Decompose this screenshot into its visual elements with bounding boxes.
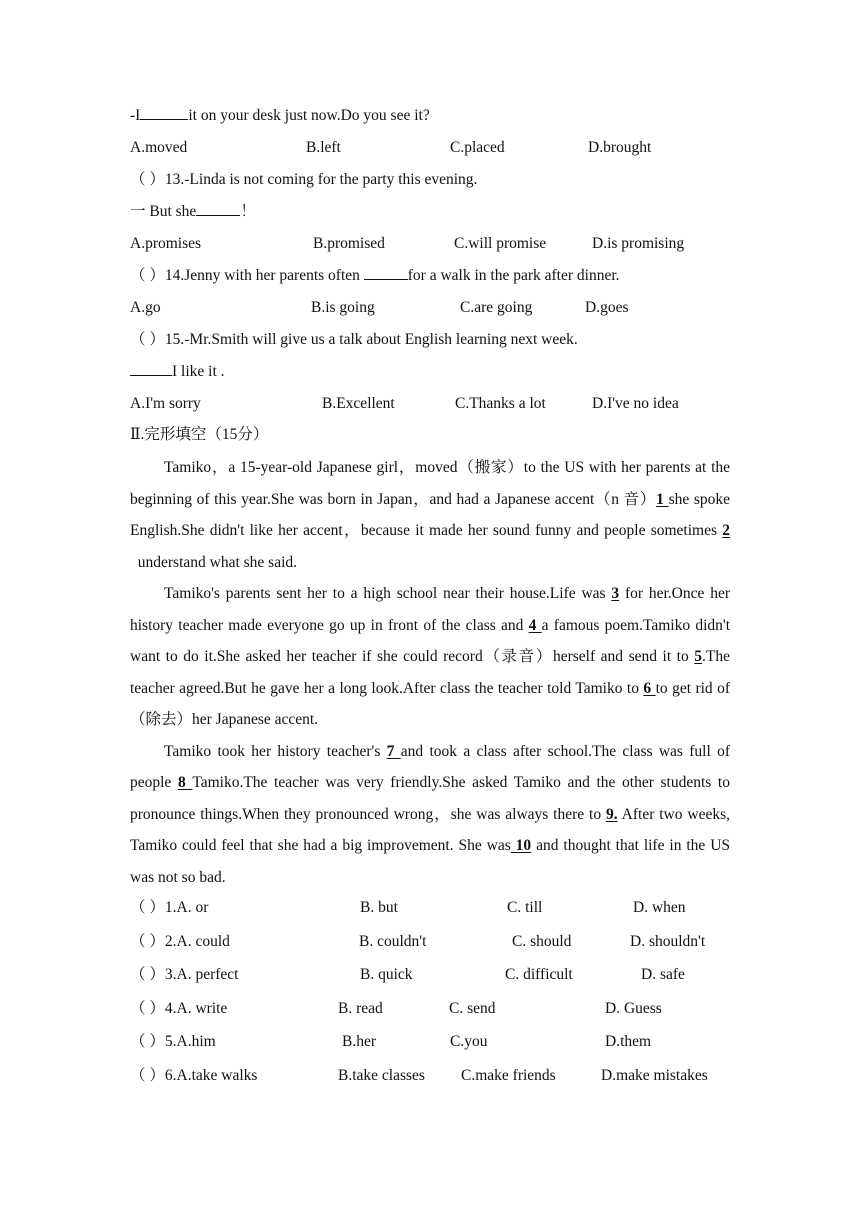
cloze-question-1 — [130, 893, 730, 927]
q13-option-b: B.promised — [313, 235, 385, 252]
q14-option-d: D.goes — [585, 299, 629, 316]
q12-option-c: C.placed — [450, 139, 505, 156]
question-option-a: 4.A. write — [164, 999, 228, 1017]
q13-reply-post: ！ — [240, 203, 256, 220]
cloze-question-4 — [130, 994, 730, 1028]
question-option-a: 6.A.take walks — [164, 1066, 258, 1084]
cloze-heading: Ⅱ.完形填空（15分） — [130, 426, 269, 443]
cloze-paragraph-1 — [130, 452, 730, 578]
question-paren: （ ） — [130, 1066, 165, 1084]
q14-option-a: A.go — [130, 299, 161, 316]
q15-reply-line — [130, 358, 730, 390]
q13-reply-line — [130, 198, 730, 230]
question-paren: （ ） — [130, 899, 165, 916]
q15-option-c: C.Thanks a lot — [455, 395, 546, 412]
cloze-questions — [130, 893, 730, 1095]
question-option-a: 1.A. or — [164, 899, 209, 916]
question-option-d: D. shouldn't — [630, 932, 706, 950]
q13-option-c: C.will promise — [454, 235, 547, 252]
question-option-a: 2.A. could — [164, 932, 230, 950]
p1-text-3: understand what she said. — [130, 553, 298, 571]
p3-text-1: Tamiko took her history teacher's — [164, 742, 387, 760]
p2-text-3: a famous poem.Tamiko didn't want to do it.She asked her teacher if she could record（录音）herself and send it to — [130, 616, 730, 665]
q13-paren: （ ） — [130, 171, 165, 188]
p3-text-5: and thought that life in the US was not so bad. — [130, 837, 731, 886]
blank-1: 1 — [656, 490, 669, 508]
q15-paren: （ ） — [130, 331, 165, 348]
question-option-c: C. till — [507, 899, 543, 916]
q13-line — [130, 166, 730, 198]
q13-option-d: D.is promising — [592, 235, 685, 252]
q12-option-b: B.left — [306, 139, 341, 156]
q14-post: for a walk in the park after dinner. — [407, 267, 620, 284]
question-option-a: 5.A.him — [164, 1033, 216, 1051]
q14-option-c: C.are going — [460, 299, 533, 316]
p2-text-5: to get rid of（除去）her Japanese accent. — [130, 679, 731, 728]
cloze-question-2 — [130, 927, 730, 961]
q14-paren: （ ） — [130, 267, 165, 284]
q12-reply-line — [130, 102, 730, 134]
question-option-b: B. quick — [360, 966, 413, 984]
q15-line — [130, 326, 730, 358]
blank-8: 8 — [177, 774, 193, 791]
question-option-b: B. couldn't — [359, 932, 427, 950]
question-option-c: C.make friends — [461, 1066, 556, 1084]
blank-9: 9. — [606, 805, 618, 823]
question-option-b: B.her — [342, 1033, 377, 1051]
q15-option-a: A.I'm sorry — [130, 395, 201, 412]
q13-options — [130, 230, 730, 262]
question-option-d: D.them — [605, 1033, 652, 1051]
blank-7: 7 — [386, 742, 401, 760]
q12-option-d: D.brought — [588, 139, 652, 156]
p1-text-2: she spoke English.She didn't like her accent，because it made her sound funny and people sometimes — [130, 490, 731, 539]
p1-text-1: Tamiko，a 15-year-old Japanese girl，moved（搬家）to the US with her parents at the beginning of this year.She was born in Japan，and had a Japanese accent（n 音） — [130, 459, 730, 508]
q15-option-b: B.Excellent — [322, 395, 395, 412]
q12-reply-pre: -I — [130, 107, 141, 124]
question-option-d: D.make mistakes — [601, 1066, 708, 1084]
question-option-d: D. when — [633, 899, 686, 916]
p2-text-2: for her.Once her history teacher made everyone go up in front of the class and — [130, 585, 730, 634]
p3-text-4: After two weeks, Tamiko could feel that she had a big improvement. She was — [130, 805, 730, 854]
q15-options — [130, 390, 730, 420]
question-option-c: C. send — [449, 999, 496, 1017]
cloze-question-3 — [130, 960, 730, 994]
question-option-c: C. should — [512, 932, 572, 950]
q15-text: 15.-Mr.Smith will give us a talk about English learning next week. — [164, 331, 578, 348]
q14-line — [130, 262, 730, 294]
q13-option-a: A.promises — [130, 235, 202, 252]
question-option-d: D. safe — [641, 966, 685, 984]
q12-option-a: A.moved — [130, 139, 188, 156]
blank-2: 2 — [722, 522, 730, 539]
blank-6: 6 — [643, 679, 656, 697]
q13-blank — [196, 201, 240, 216]
blank-5: 5 — [694, 648, 703, 665]
q15-option-d: D.I've no idea — [592, 395, 679, 412]
q12-options — [130, 134, 730, 166]
q15-blank — [130, 361, 172, 376]
blank-4: 4 — [528, 616, 542, 634]
worksheet-page — [130, 102, 730, 1095]
cloze-paragraph-3 — [130, 736, 730, 894]
q12-blank — [140, 105, 188, 120]
q14-blank — [364, 265, 408, 280]
q14-options — [130, 294, 730, 326]
question-option-c: C.you — [450, 1033, 488, 1051]
question-paren: （ ） — [130, 1033, 165, 1051]
question-option-b: B. but — [360, 899, 398, 916]
question-option-c: C. difficult — [505, 966, 573, 984]
q15-reply-post: I like it . — [172, 363, 225, 380]
question-paren: （ ） — [130, 966, 165, 984]
q13-text: 13.-Linda is not coming for the party this evening. — [164, 171, 478, 188]
question-option-b: B. read — [338, 999, 383, 1017]
p3-text-3: Tamiko.The teacher was very friendly.She asked Tamiko and the other students to pronounce things.When they pronounced wrong，she was always there to — [130, 774, 730, 823]
q13-reply-pre: 一 But she — [130, 203, 197, 220]
question-option-b: B.take classes — [338, 1066, 425, 1084]
p2-text-4: .The teacher agreed.But he gave her a long look.After class the teacher told Tamiko to — [130, 648, 730, 697]
question-paren: （ ） — [130, 932, 165, 950]
blank-3: 3 — [611, 585, 620, 602]
cloze-question-6 — [130, 1061, 730, 1095]
question-option-a: 3.A. perfect — [164, 966, 239, 984]
blank-10: 10 — [510, 837, 532, 854]
cloze-question-5 — [130, 1027, 730, 1061]
q14-pre: 14.Jenny with her parents often — [164, 267, 364, 284]
q14-option-b: B.is going — [311, 299, 375, 316]
p2-text-1: Tamiko's parents sent her to a high school near their house.Life was — [164, 585, 612, 602]
question-paren: （ ） — [130, 999, 165, 1017]
p3-text-2: and took a class after school.The class was full of people — [130, 742, 731, 791]
q12-reply-post: it on your desk just now.Do you see it? — [188, 107, 430, 124]
question-option-d: D. Guess — [605, 999, 662, 1017]
cloze-paragraph-2 — [130, 578, 730, 736]
